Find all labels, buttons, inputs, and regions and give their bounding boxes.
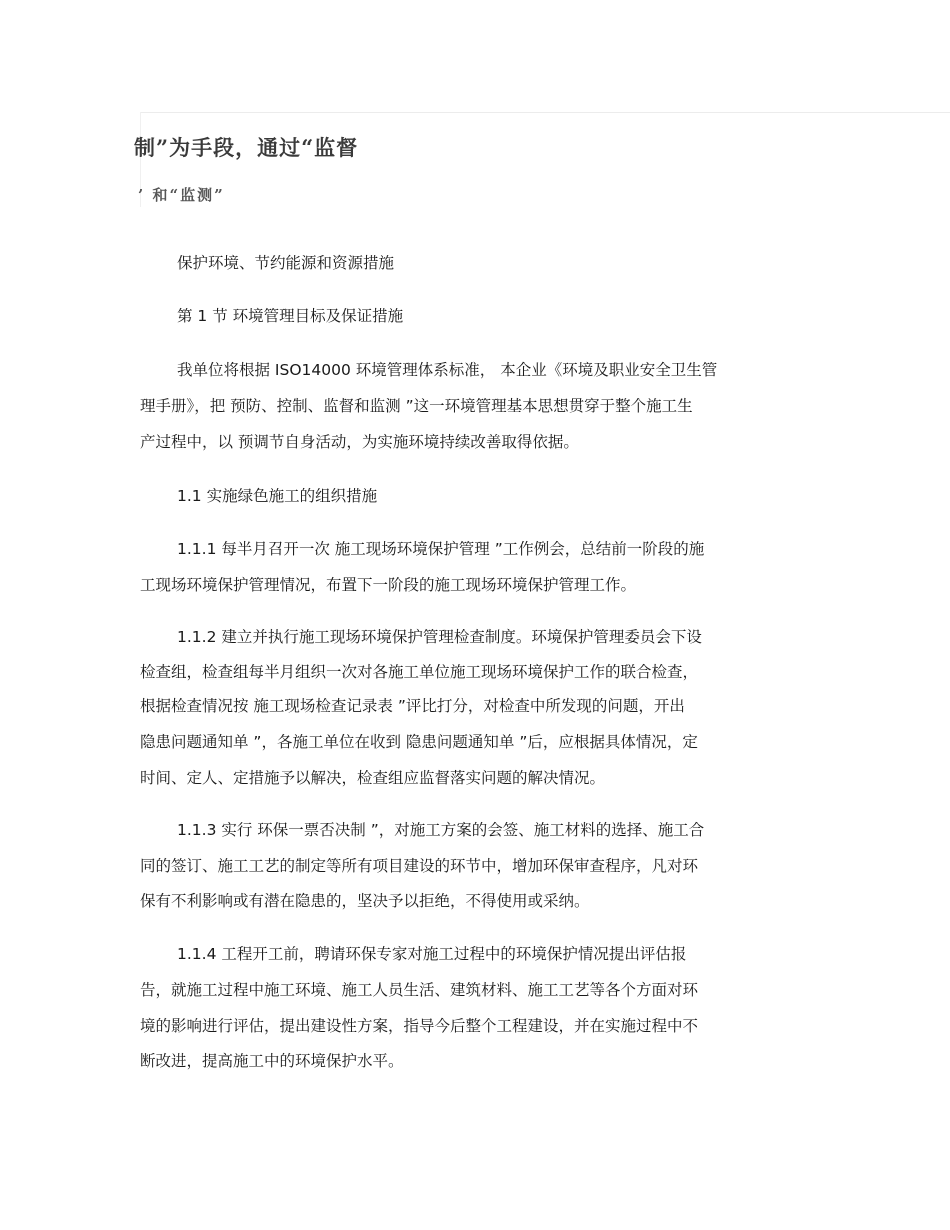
item-113-line-1: 1.1.3 实行 环保一票否决制 ”，对施工方案的会签、施工材料的选择、施工合 xyxy=(177,821,705,839)
intro-line-3: 产过程中，以 预调节自身活动，为实施环境持续改善取得依据。 xyxy=(140,433,579,451)
item-114-line-4: 断改进，提高施工中的环境保护水平。 xyxy=(140,1052,404,1070)
item-114-line-2: 告，就施工过程中施工环境、施工人员生活、建筑材料、施工工艺等各个方面对环 xyxy=(140,981,699,999)
item-112-line-5: 时间、定人、定措施予以解决，检查组应监督落实问题的解决情况。 xyxy=(140,769,606,787)
item-112-line-4: 隐患问题通知单 ”，各施工单位在收到 隐患问题通知单 ”后，应根据具体情况，定 xyxy=(140,733,698,751)
intro-line-2: 理手册》，把 预防、控制、监督和监测 ”这一环境管理基本思想贯穿于整个施工生 xyxy=(140,397,693,415)
item-112-line-1: 1.1.2 建立并执行施工现场环境保护管理检查制度。环境保护管理委员会下设 xyxy=(177,628,702,646)
banner-line-2: ’ 和“监测” xyxy=(138,186,225,204)
item-112-line-2: 检查组，检查组每半月组织一次对各施工单位施工现场环境保护工作的联合检查， xyxy=(140,663,699,681)
subsection-heading: 1.1 实施绿色施工的组织措施 xyxy=(177,487,378,505)
item-114-line-1: 1.1.4 工程开工前，聘请环保专家对施工过程中的环境保护情况提出评估报 xyxy=(177,945,687,963)
scan-edge-line xyxy=(140,112,950,113)
item-111-line-1: 1.1.1 每半月召开一次 施工现场环境保护管理 ”工作例会，总结前一阶段的施 xyxy=(177,540,705,558)
item-113-line-3: 保有不利影响或有潜在隐患的，坚决予以拒绝，不得使用或采纳。 xyxy=(140,892,590,910)
item-111-line-2: 工现场环境保护管理情况，布置下一阶段的施工现场环境保护管理工作。 xyxy=(140,576,637,594)
document-heading: 保护环境、节约能源和资源措施 xyxy=(177,254,395,272)
item-112-line-3: 根据检查情况按 施工现场检查记录表 ”评比打分，对检查中所发现的问题，开出 xyxy=(140,697,685,715)
item-114-line-3: 境的影响进行评估，提出建设性方案，指导今后整个工程建设，并在实施过程中不 xyxy=(140,1017,699,1035)
banner-line-1: 制”为手段，通过“监督 xyxy=(134,135,359,160)
item-113-line-2: 同的签订、施工工艺的制定等所有项目建设的环节中，增加环保审查程序，凡对环 xyxy=(140,857,699,875)
intro-line-1: 我单位将根据 ISO14000 环境管理体系标准， 本企业《环境及职业安全卫生管 xyxy=(177,361,718,379)
section-title: 第 1 节 环境管理目标及保证措施 xyxy=(177,307,404,325)
